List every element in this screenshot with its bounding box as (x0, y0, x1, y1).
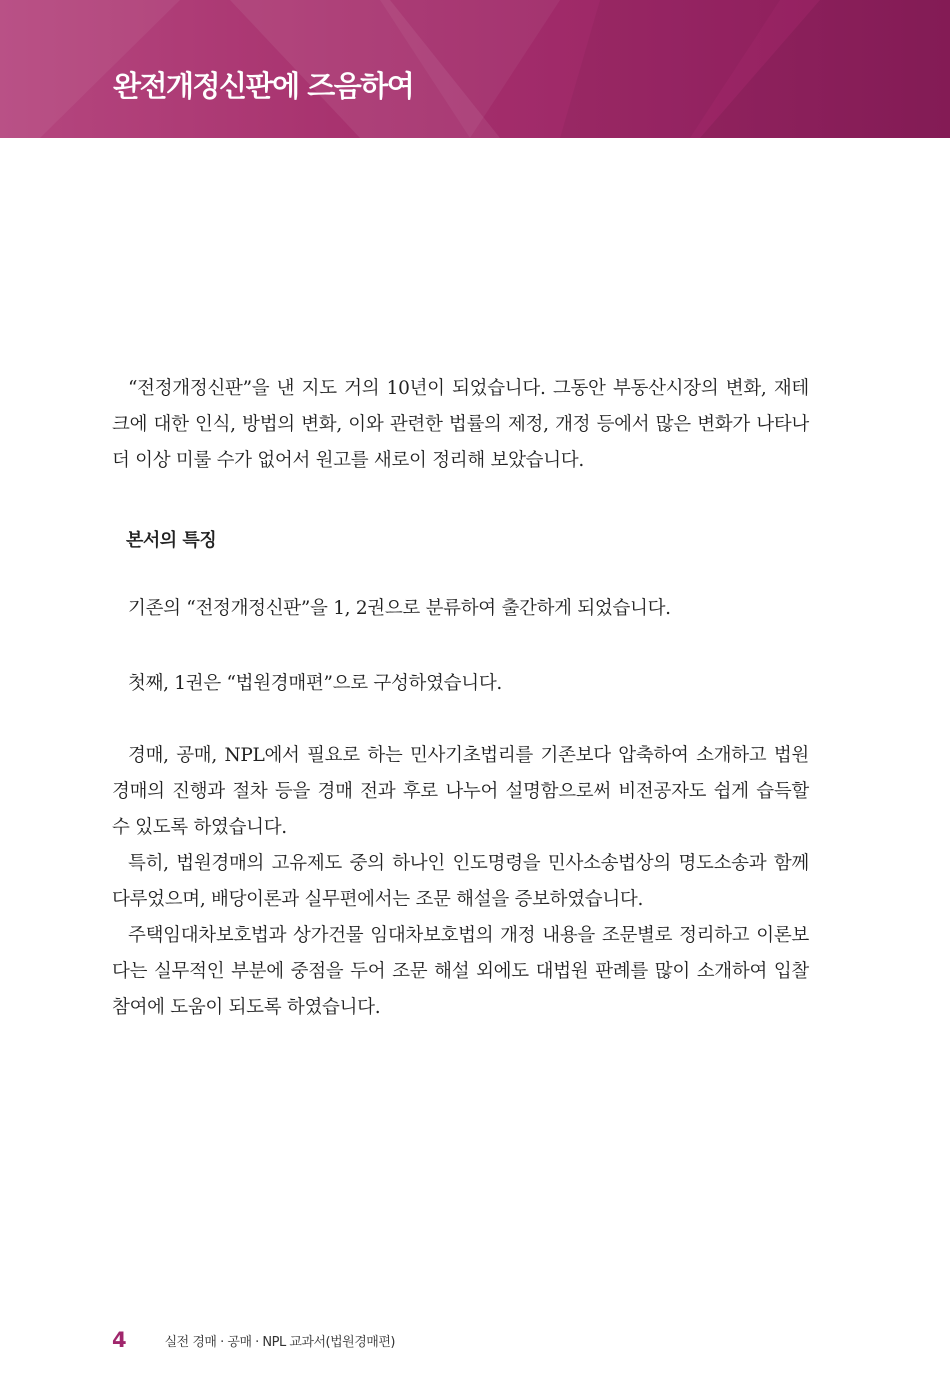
features-heading: 본서의 특징 (126, 530, 217, 551)
paragraph-basic-law: 경매, 공매, NPL에서 필요로 하는 민사기초법리를 기존보다 압축하여 소개하고 법원경매의 진행과 절차 등을 경매 전과 후로 나누어 설명함으로써 비전공자도 쉽게 습득할 수 있도록 하였습니다. (112, 745, 809, 838)
paragraph-volume-one: 첫째, 1권은 “법원경매편”으로 구성하였습니다. (128, 673, 502, 694)
page-title: 완전개정신판에 즈음하여 (113, 69, 414, 103)
paragraph-lease-protection: 주택임대차보호법과 상가건물 임대차보호법의 개정 내용을 조문별로 정리하고 이론보다는 실무적인 부분에 중점을 두어 조문 해설 외에도 대법원 판례를 많이 소개하여 입찰 참여에 도움이 되도록 하였습니다. (112, 925, 809, 1018)
book-title: 실전 경매 · 공매 · NPL 교과서(법원경매편) (164, 1334, 395, 1350)
page-number: 4 (112, 1328, 127, 1352)
paragraph-classification: 기존의 “전정개정신판”을 1, 2권으로 분류하여 출간하게 되었습니다. (128, 598, 671, 619)
page-footer (112, 1328, 395, 1352)
intro-paragraph: “전정개정신판”을 낸 지도 거의 10년이 되었습니다. 그동안 부동산시장의 변화, 재테크에 대한 인식, 방법의 변화, 이와 관련한 법률의 제정, 개정 등에서 많은 변화가 나타나 더 이상 미룰 수가 없어서 원고를 새로이 정리해 보았습니다. (112, 378, 809, 471)
header-banner (0, 0, 950, 138)
paragraph-delivery-order: 특히, 법원경매의 고유제도 중의 하나인 인도명령을 민사소송법상의 명도소송과 함께 다루었으며, 배당이론과 실무편에서는 조문 해설을 증보하였습니다. (112, 853, 809, 910)
